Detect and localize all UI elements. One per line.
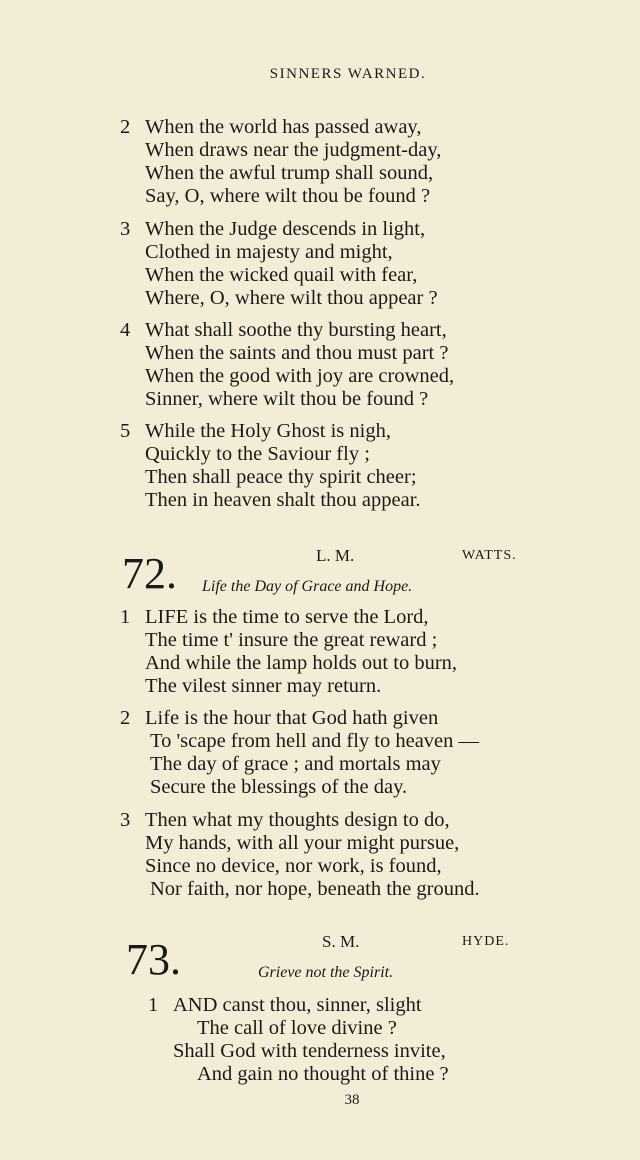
stanza-line: The day of grace ; and mortals may (150, 753, 441, 775)
stanza-line: Shall God with tenderness invite, (173, 1040, 446, 1062)
stanza-line: The vilest sinner may return. (145, 675, 382, 697)
hymn-meter: S. M. (322, 932, 360, 951)
stanza-line: Since no device, nor work, is found, (145, 855, 442, 877)
hymn-title: Grieve not the Spirit. (258, 964, 394, 981)
stanza-line: My hands, with all your might pursue, (145, 832, 460, 854)
stanza-line: 3 When the Judge descends in light, (120, 218, 426, 240)
stanza-line: And while the lamp holds out to burn, (145, 652, 458, 674)
stanza-prev-3 (120, 218, 438, 310)
hymn-number-72: 72. (122, 549, 177, 598)
stanza-line: Then shall peace thy spirit cheer; (145, 466, 417, 488)
stanza-prev-2 (120, 116, 441, 208)
stanza-number: 1 (120, 606, 131, 628)
stanza-prev-5 (120, 420, 421, 512)
stanza-line: When the awful trump shall sound, (145, 162, 434, 184)
hymn-title: Life the Day of Grace and Hope. (202, 578, 413, 595)
stanza-line: Secure the blessings of the day. (150, 776, 408, 798)
stanza-prev-4 (120, 319, 454, 411)
stanza-line: Clothed in majesty and might, (145, 241, 393, 263)
stanza-line: And gain no thought of thine ? (197, 1063, 449, 1085)
stanza-line: Say, O, where wilt thou be found ? (145, 185, 431, 207)
stanza-number: 4 (120, 319, 131, 341)
hymn72-stanza-1 (120, 606, 457, 698)
stanza-line: When the wicked quail with fear, (145, 264, 418, 286)
running-header: SINNERS WARNED. (269, 66, 427, 82)
stanza-line: 5 While the Holy Ghost is nigh, (120, 420, 391, 442)
hymn-number-73: 73. (126, 935, 181, 984)
stanza-line: 1 LIFE is the time to serve the Lord, (120, 606, 429, 628)
page-number: 38 (344, 1092, 360, 1108)
stanza-line: When draws near the judgment-day, (145, 139, 442, 161)
stanza-line: 2 When the world has passed away, (120, 116, 422, 138)
stanza-number: 3 (120, 218, 131, 240)
stanza-number: 2 (120, 707, 131, 729)
stanza-line: 3 Then what my thoughts design to do, (120, 809, 450, 831)
stanza-line: The call of love divine ? (197, 1017, 397, 1039)
stanza-line: The time t' insure the great reward ; (145, 629, 438, 651)
stanza-number: 2 (120, 116, 131, 138)
stanza-line: 2 Life is the hour that God hath given (120, 707, 439, 729)
stanza-line: When the saints and thou must part ? (145, 342, 449, 364)
stanza-line: When the good with joy are crowned, (145, 365, 455, 387)
stanza-line: 4 What shall soothe thy bursting heart, (120, 319, 447, 341)
stanza-line: Then in heaven shalt thou appear. (145, 489, 421, 511)
hymn-meter: L. M. (316, 546, 355, 565)
stanza-line: Where, O, where wilt thou appear ? (145, 287, 438, 309)
stanza-line: Nor faith, nor hope, beneath the ground. (150, 878, 480, 900)
stanza-line: Quickly to the Saviour fly ; (145, 443, 370, 465)
hymn73-stanza-1 (148, 994, 449, 1086)
stanza-number: 3 (120, 809, 131, 831)
stanza-line: 1 AND canst thou, sinner, slight (148, 994, 422, 1016)
hymn-author: HYDE. (462, 934, 510, 949)
hymn72-stanza-2 (120, 707, 479, 799)
stanza-number: 5 (120, 420, 131, 442)
stanza-line: To 'scape from hell and fly to heaven — (150, 730, 480, 752)
hymn-author: WATTS. (462, 548, 517, 563)
stanza-line: Sinner, where wilt thou be found ? (145, 388, 429, 410)
stanza-number: 1 (148, 994, 159, 1016)
hymn72-stanza-3 (120, 809, 480, 901)
